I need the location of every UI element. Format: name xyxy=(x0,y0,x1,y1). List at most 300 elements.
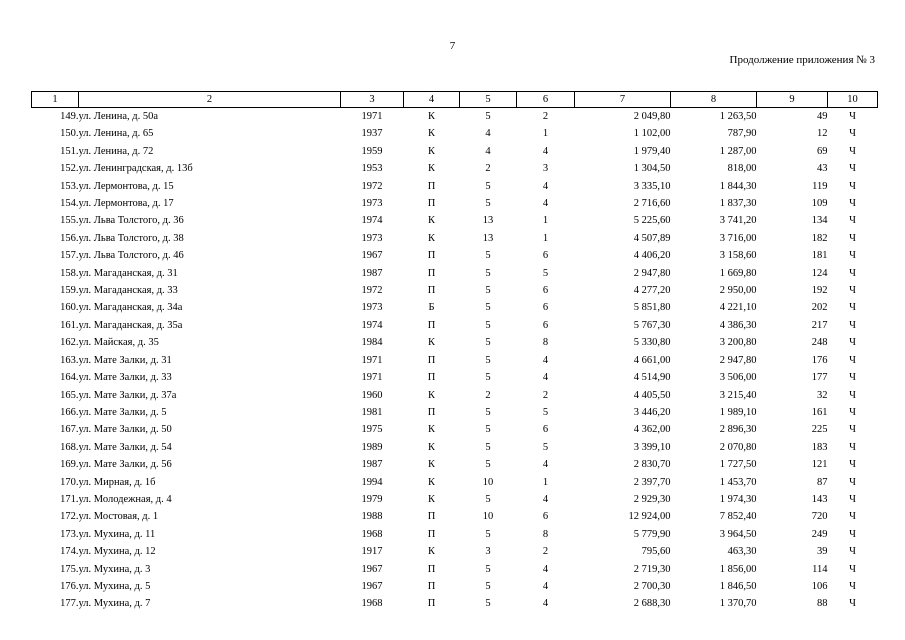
living-area-cell: 3 506,00 xyxy=(719,372,757,384)
row-number: 164. xyxy=(60,372,79,384)
living-area-cell: 1 856,00 xyxy=(719,563,757,575)
year-cell: 1988 xyxy=(361,511,383,523)
floors-cell: 5 xyxy=(485,319,491,331)
floors-cell: 5 xyxy=(485,563,491,575)
material-cell: К xyxy=(427,441,435,453)
year-cell: 1960 xyxy=(361,389,383,401)
year-cell: 1971 xyxy=(361,372,383,384)
floors-cell: 3 xyxy=(485,546,491,558)
residents-cell: 143 xyxy=(811,493,828,505)
table-body xyxy=(32,108,878,613)
table-row xyxy=(32,578,878,595)
floors-cell: 5 xyxy=(485,424,491,436)
living-area-cell: 3 716,00 xyxy=(719,232,757,244)
entrances-cell: 8 xyxy=(542,528,549,540)
row-number: 159. xyxy=(60,285,79,297)
material-cell: К xyxy=(427,424,435,436)
material-cell: К xyxy=(427,493,435,505)
total-area-cell: 4 277,20 xyxy=(633,285,671,297)
residents-cell: 181 xyxy=(811,250,828,262)
ownership-cell: Ч xyxy=(849,319,856,331)
table-row xyxy=(32,160,878,177)
address-cell: ул. Ленина, д. 65 xyxy=(78,128,154,140)
ownership-cell: Ч xyxy=(849,580,856,592)
total-area-cell: 2 830,70 xyxy=(633,459,671,471)
floors-cell: 13 xyxy=(482,232,494,244)
address-cell: ул. Мате Залки, д. 56 xyxy=(78,459,172,471)
total-area-cell: 3 399,10 xyxy=(633,441,671,453)
address-cell: ул. Мухина, д. 5 xyxy=(78,580,151,592)
floors-cell: 10 xyxy=(482,476,494,488)
entrances-cell: 4 xyxy=(542,459,549,471)
column-header: 2 xyxy=(79,92,341,108)
row-number: 154. xyxy=(60,198,79,210)
address-cell: ул. Майская, д. 35 xyxy=(78,337,159,349)
ownership-cell: Ч xyxy=(849,406,856,418)
total-area-cell: 3 446,20 xyxy=(633,406,671,418)
table-row xyxy=(32,230,878,247)
residents-cell: 183 xyxy=(811,441,828,453)
address-cell: ул. Магаданская, д. 34а xyxy=(78,302,183,314)
entrances-cell: 6 xyxy=(542,250,549,262)
entrances-cell: 2 xyxy=(542,546,549,558)
entrances-cell: 4 xyxy=(542,372,549,384)
row-number: 167. xyxy=(60,424,79,436)
material-cell: П xyxy=(427,319,436,331)
row-number: 176. xyxy=(60,580,79,592)
year-cell: 1973 xyxy=(361,198,383,210)
living-area-cell: 7 852,40 xyxy=(719,511,757,523)
material-cell: П xyxy=(427,354,436,366)
total-area-cell: 2 719,30 xyxy=(633,563,671,575)
total-area-cell: 4 362,00 xyxy=(633,424,671,436)
total-area-cell: 1 979,40 xyxy=(633,145,671,157)
residents-cell: 49 xyxy=(817,111,828,122)
address-cell: ул. Лермонтова, д. 15 xyxy=(78,180,174,192)
year-cell: 1917 xyxy=(361,546,383,558)
entrances-cell: 6 xyxy=(542,285,549,297)
address-cell: ул. Лермонтова, д. 17 xyxy=(78,198,174,210)
year-cell: 1967 xyxy=(361,250,383,262)
residents-cell: 39 xyxy=(817,546,828,558)
row-number: 158. xyxy=(60,267,79,279)
entrances-cell: 1 xyxy=(542,232,549,244)
row-number: 177. xyxy=(60,598,79,610)
ownership-cell: Ч xyxy=(849,598,856,610)
year-cell: 1973 xyxy=(361,232,383,244)
material-cell: К xyxy=(427,145,435,157)
residents-cell: 106 xyxy=(811,580,828,592)
table-row xyxy=(32,125,878,142)
entrances-cell: 4 xyxy=(542,563,549,575)
address-cell: ул. Мате Залки, д. 37а xyxy=(78,389,177,401)
residents-cell: 124 xyxy=(811,267,828,279)
total-area-cell: 12 924,00 xyxy=(628,511,671,523)
living-area-cell: 2 070,80 xyxy=(719,441,757,453)
floors-cell: 5 xyxy=(485,250,491,262)
year-cell: 1959 xyxy=(361,145,383,157)
entrances-cell: 5 xyxy=(542,267,549,279)
residents-cell: 109 xyxy=(811,198,828,210)
row-number: 171. xyxy=(60,493,79,505)
material-cell: К xyxy=(427,128,435,140)
entrances-cell: 6 xyxy=(542,511,549,523)
ownership-cell: Ч xyxy=(849,459,856,471)
residents-cell: 32 xyxy=(817,389,828,401)
living-area-cell: 1 669,80 xyxy=(719,267,757,279)
floors-cell: 5 xyxy=(485,406,491,418)
floors-cell: 5 xyxy=(485,302,491,314)
entrances-cell: 6 xyxy=(542,302,549,314)
ownership-cell: Ч xyxy=(849,232,856,244)
floors-cell: 10 xyxy=(482,511,494,523)
floors-cell: 5 xyxy=(485,111,491,122)
entrances-cell: 4 xyxy=(542,493,549,505)
residents-cell: 202 xyxy=(811,302,828,314)
entrances-cell: 4 xyxy=(542,145,549,157)
total-area-cell: 1 102,00 xyxy=(633,128,671,140)
living-area-cell: 1 989,10 xyxy=(719,406,757,418)
entrances-cell: 1 xyxy=(542,476,549,488)
column-header: 1 xyxy=(32,92,79,108)
total-area-cell: 4 405,50 xyxy=(633,389,671,401)
row-number: 170. xyxy=(60,476,79,488)
residents-cell: 182 xyxy=(811,232,828,244)
entrances-cell: 5 xyxy=(542,406,549,418)
ownership-cell: Ч xyxy=(849,441,856,453)
table-row xyxy=(32,282,878,299)
row-number: 161. xyxy=(60,319,79,331)
residents-cell: 134 xyxy=(811,215,828,227)
residents-cell: 88 xyxy=(817,598,828,610)
living-area-cell: 1 837,30 xyxy=(719,198,757,210)
total-area-cell: 2 700,30 xyxy=(633,580,671,592)
living-area-cell: 1 727,50 xyxy=(719,459,757,471)
year-cell: 1953 xyxy=(361,163,383,175)
living-area-cell: 3 200,80 xyxy=(719,337,757,349)
header-row xyxy=(32,92,878,108)
year-cell: 1987 xyxy=(361,459,383,471)
row-number: 156. xyxy=(60,232,79,244)
entrances-cell: 4 xyxy=(542,598,549,610)
year-cell: 1972 xyxy=(361,180,383,192)
entrances-cell: 5 xyxy=(542,441,549,453)
living-area-cell: 1 846,50 xyxy=(719,580,757,592)
floors-cell: 5 xyxy=(485,180,491,192)
material-cell: К xyxy=(427,459,435,471)
table-row xyxy=(32,421,878,438)
total-area-cell: 3 335,10 xyxy=(633,180,671,192)
table-row xyxy=(32,526,878,543)
ownership-cell: Ч xyxy=(849,354,856,366)
row-number: 165. xyxy=(60,389,79,401)
total-area-cell: 2 397,70 xyxy=(633,476,671,488)
entrances-cell: 2 xyxy=(542,111,549,122)
material-cell: Б xyxy=(428,302,435,314)
table-row xyxy=(32,369,878,386)
floors-cell: 5 xyxy=(485,598,491,610)
ownership-cell: Ч xyxy=(849,198,856,210)
address-cell: ул. Мухина, д. 12 xyxy=(78,546,156,558)
total-area-cell: 2 947,80 xyxy=(633,267,671,279)
residents-cell: 225 xyxy=(811,424,828,436)
table-row xyxy=(32,212,878,229)
entrances-cell: 4 xyxy=(542,354,549,366)
entrances-cell: 2 xyxy=(542,389,549,401)
row-number: 149. xyxy=(60,111,79,122)
residents-cell: 248 xyxy=(811,337,828,349)
table-row xyxy=(32,474,878,491)
table-row xyxy=(32,543,878,560)
total-area-cell: 2 688,30 xyxy=(633,598,671,610)
living-area-cell: 2 950,00 xyxy=(719,285,757,297)
entrances-cell: 4 xyxy=(542,198,549,210)
ownership-cell: Ч xyxy=(849,250,856,262)
year-cell: 1972 xyxy=(361,285,383,297)
living-area-cell: 2 896,30 xyxy=(719,424,757,436)
floors-cell: 4 xyxy=(485,128,491,140)
table-row xyxy=(32,317,878,334)
floors-cell: 5 xyxy=(485,354,491,366)
table-row xyxy=(32,456,878,473)
address-cell: ул. Мостовая, д. 1 xyxy=(78,511,159,523)
ownership-cell: Ч xyxy=(849,163,856,175)
ownership-cell: Ч xyxy=(849,563,856,575)
material-cell: К xyxy=(427,476,435,488)
living-area-cell: 3 741,20 xyxy=(719,215,757,227)
floors-cell: 2 xyxy=(485,389,491,401)
total-area-cell: 2 049,80 xyxy=(633,111,671,122)
living-area-cell: 1 370,70 xyxy=(719,598,757,610)
floors-cell: 2 xyxy=(485,163,491,175)
column-header: 3 xyxy=(341,92,404,108)
total-area-cell: 5 767,30 xyxy=(633,319,671,331)
residents-cell: 12 xyxy=(817,128,828,140)
year-cell: 1989 xyxy=(361,441,383,453)
residents-cell: 69 xyxy=(817,145,828,157)
address-cell: ул. Ленинградская, д. 13б xyxy=(78,163,193,175)
address-cell: ул. Льва Толстого, д. 36 xyxy=(78,215,184,227)
year-cell: 1967 xyxy=(361,580,383,592)
ownership-cell: Ч xyxy=(849,337,856,349)
year-cell: 1984 xyxy=(361,337,383,349)
material-cell: П xyxy=(427,580,436,592)
floors-cell: 5 xyxy=(485,267,491,279)
total-area-cell: 5 330,80 xyxy=(633,337,671,349)
entrances-cell: 1 xyxy=(542,215,549,227)
address-cell: ул. Мухина, д. 3 xyxy=(78,563,151,575)
address-cell: ул. Мате Залки, д. 50 xyxy=(78,424,172,436)
residents-cell: 121 xyxy=(811,459,828,471)
material-cell: П xyxy=(427,267,436,279)
table-row xyxy=(32,108,878,126)
year-cell: 1975 xyxy=(361,424,383,436)
table-row xyxy=(32,299,878,316)
column-header: 10 xyxy=(828,92,878,108)
entrances-cell: 1 xyxy=(542,128,549,140)
address-cell: ул. Ленина, д. 50а xyxy=(78,111,159,122)
address-cell: ул. Магаданская, д. 31 xyxy=(78,267,178,279)
row-number: 152. xyxy=(60,163,79,175)
total-area-cell: 2 929,30 xyxy=(633,493,671,505)
material-cell: К xyxy=(427,111,435,122)
ownership-cell: Ч xyxy=(849,511,856,523)
ownership-cell: Ч xyxy=(849,372,856,384)
living-area-cell: 818,00 xyxy=(727,163,757,175)
year-cell: 1967 xyxy=(361,563,383,575)
table-row xyxy=(32,178,878,195)
table-row xyxy=(32,491,878,508)
ownership-cell: Ч xyxy=(849,215,856,227)
material-cell: П xyxy=(427,511,436,523)
year-cell: 1937 xyxy=(361,128,383,140)
address-cell: ул. Магаданская, д. 35а xyxy=(78,319,183,331)
address-cell: ул. Молодежная, д. 4 xyxy=(78,493,172,505)
material-cell: К xyxy=(427,215,435,227)
address-cell: ул. Льва Толстого, д. 46 xyxy=(78,250,184,262)
material-cell: П xyxy=(427,372,436,384)
column-header: 9 xyxy=(757,92,828,108)
year-cell: 1987 xyxy=(361,267,383,279)
year-cell: 1974 xyxy=(361,215,383,227)
floors-cell: 5 xyxy=(485,441,491,453)
floors-cell: 4 xyxy=(485,145,491,157)
total-area-cell: 5 779,90 xyxy=(633,528,671,540)
ownership-cell: Ч xyxy=(849,493,856,505)
material-cell: К xyxy=(427,163,435,175)
residents-cell: 43 xyxy=(817,163,828,175)
material-cell: П xyxy=(427,250,436,262)
material-cell: П xyxy=(427,406,436,418)
table-row xyxy=(32,508,878,525)
table-row xyxy=(32,561,878,578)
total-area-cell: 795,60 xyxy=(641,546,671,558)
year-cell: 1974 xyxy=(361,319,383,331)
address-cell: ул. Мирная, д. 1б xyxy=(78,476,156,488)
row-number: 163. xyxy=(60,354,79,366)
residents-cell: 87 xyxy=(817,476,828,488)
housing-register-table xyxy=(31,91,878,613)
row-number: 157. xyxy=(60,250,79,262)
material-cell: К xyxy=(427,389,435,401)
ownership-cell: Ч xyxy=(849,128,856,140)
total-area-cell: 4 661,00 xyxy=(633,354,671,366)
column-header: 8 xyxy=(671,92,757,108)
row-number: 150. xyxy=(60,128,79,140)
entrances-cell: 8 xyxy=(542,337,549,349)
table-row xyxy=(32,247,878,264)
entrances-cell: 4 xyxy=(542,180,549,192)
row-number: 169. xyxy=(60,459,79,471)
year-cell: 1973 xyxy=(361,302,383,314)
living-area-cell: 2 947,80 xyxy=(719,354,757,366)
floors-cell: 5 xyxy=(485,337,491,349)
continuation-title: Продолжение приложения № 3 xyxy=(729,54,875,66)
address-cell: ул. Мате Залки, д. 33 xyxy=(78,372,172,384)
floors-cell: 5 xyxy=(485,493,491,505)
row-number: 168. xyxy=(60,441,79,453)
address-cell: ул. Мате Залки, д. 31 xyxy=(78,354,172,366)
floors-cell: 5 xyxy=(485,372,491,384)
address-cell: ул. Мате Залки, д. 54 xyxy=(78,441,172,453)
page-number: 7 xyxy=(449,40,456,52)
total-area-cell: 5 225,60 xyxy=(633,215,671,227)
living-area-cell: 3 964,50 xyxy=(719,528,757,540)
row-number: 153. xyxy=(60,180,79,192)
entrances-cell: 3 xyxy=(542,163,549,175)
table-row xyxy=(32,195,878,212)
floors-cell: 5 xyxy=(485,285,491,297)
entrances-cell: 6 xyxy=(542,424,549,436)
ownership-cell: Ч xyxy=(849,145,856,157)
material-cell: П xyxy=(427,563,436,575)
table-row xyxy=(32,404,878,421)
living-area-cell: 4 386,30 xyxy=(719,319,757,331)
year-cell: 1979 xyxy=(361,493,383,505)
row-number: 151. xyxy=(60,145,79,157)
material-cell: П xyxy=(427,180,436,192)
ownership-cell: Ч xyxy=(849,546,856,558)
year-cell: 1968 xyxy=(361,598,383,610)
floors-cell: 5 xyxy=(485,528,491,540)
year-cell: 1971 xyxy=(361,111,383,122)
table-row xyxy=(32,595,878,612)
year-cell: 1981 xyxy=(361,406,383,418)
column-header: 4 xyxy=(404,92,460,108)
table-row xyxy=(32,352,878,369)
material-cell: П xyxy=(427,528,436,540)
living-area-cell: 1 263,50 xyxy=(719,111,757,122)
residents-cell: 161 xyxy=(811,406,828,418)
address-cell: ул. Магаданская, д. 33 xyxy=(78,285,178,297)
ownership-cell: Ч xyxy=(849,528,856,540)
address-cell: ул. Льва Толстого, д. 38 xyxy=(78,232,184,244)
total-area-cell: 2 716,60 xyxy=(633,198,671,210)
residents-cell: 114 xyxy=(812,563,828,575)
material-cell: П xyxy=(427,285,436,297)
column-header: 5 xyxy=(460,92,517,108)
living-area-cell: 1 453,70 xyxy=(719,476,757,488)
material-cell: К xyxy=(427,546,435,558)
floors-cell: 5 xyxy=(485,198,491,210)
floors-cell: 5 xyxy=(485,580,491,592)
address-cell: ул. Мухина, д. 11 xyxy=(78,528,156,540)
ownership-cell: Ч xyxy=(849,302,856,314)
material-cell: П xyxy=(427,598,436,610)
living-area-cell: 1 974,30 xyxy=(719,493,757,505)
total-area-cell: 4 514,90 xyxy=(633,372,671,384)
living-area-cell: 787,90 xyxy=(727,128,757,140)
table-row xyxy=(32,387,878,404)
ownership-cell: Ч xyxy=(849,389,856,401)
ownership-cell: Ч xyxy=(849,111,856,122)
ownership-cell: Ч xyxy=(849,424,856,436)
year-cell: 1994 xyxy=(361,476,383,488)
residents-cell: 177 xyxy=(811,372,828,384)
material-cell: К xyxy=(427,337,435,349)
address-cell: ул. Ленина, д. 72 xyxy=(78,145,154,157)
living-area-cell: 4 221,10 xyxy=(719,302,757,314)
entrances-cell: 4 xyxy=(542,580,549,592)
living-area-cell: 1 287,00 xyxy=(719,145,757,157)
total-area-cell: 4 507,89 xyxy=(633,232,671,244)
ownership-cell: Ч xyxy=(849,476,856,488)
ownership-cell: Ч xyxy=(849,267,856,279)
material-cell: П xyxy=(427,198,436,210)
table-row xyxy=(32,439,878,456)
living-area-cell: 1 844,30 xyxy=(719,180,757,192)
residents-cell: 249 xyxy=(811,528,828,540)
